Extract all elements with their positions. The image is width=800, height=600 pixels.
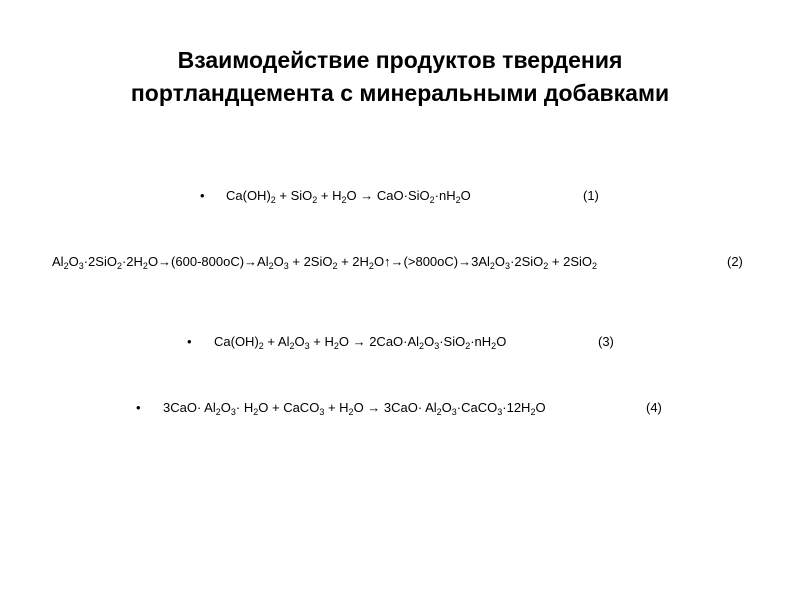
subscript: 2 bbox=[142, 261, 148, 271]
subscript: 3 bbox=[434, 341, 440, 351]
subscript: 2 bbox=[341, 195, 347, 205]
formula-text: ·12H bbox=[502, 400, 531, 415]
subscript: 3 bbox=[497, 407, 503, 417]
formula-text: + 2SiO bbox=[288, 254, 333, 269]
bullet-icon: • bbox=[200, 188, 205, 203]
formula-text: · H bbox=[235, 400, 254, 415]
formula-text: O↑→(>800oC)→3Al bbox=[373, 254, 490, 269]
subscript: 2 bbox=[332, 261, 338, 271]
formula-text: + H bbox=[309, 334, 334, 349]
equation-4-formula bbox=[163, 399, 546, 417]
formula-text: O bbox=[535, 400, 546, 415]
slide-title bbox=[0, 44, 800, 110]
subscript: 3 bbox=[451, 407, 457, 417]
formula-text: O bbox=[460, 188, 471, 203]
subscript: 2 bbox=[333, 341, 339, 351]
subscript: 2 bbox=[63, 261, 69, 271]
subscript: 2 bbox=[436, 407, 442, 417]
subscript: 3 bbox=[230, 407, 236, 417]
bullet-icon: • bbox=[187, 334, 192, 349]
bullet-icon: • bbox=[136, 400, 141, 415]
formula-text: ·nH bbox=[434, 188, 456, 203]
formula-text: O bbox=[424, 334, 435, 349]
formula-text: O → 2CaO·Al bbox=[338, 334, 420, 349]
subscript: 2 bbox=[289, 341, 295, 351]
subscript: 2 bbox=[489, 261, 495, 271]
formula-text: ·SiO bbox=[439, 334, 466, 349]
formula-text: Ca(OH) bbox=[226, 188, 271, 203]
formula-text: + 2H bbox=[337, 254, 369, 269]
slide-title-line-2: портландцемента с минеральными добавками bbox=[130, 80, 670, 106]
equation-3-formula bbox=[214, 333, 506, 351]
slide-title-line-1: Взаимодействие продуктов твердения bbox=[177, 47, 623, 73]
subscript: 2 bbox=[429, 195, 435, 205]
formula-text: O bbox=[496, 334, 507, 349]
formula-text: O + CaCO bbox=[258, 400, 320, 415]
subscript: 2 bbox=[312, 195, 318, 205]
subscript: 2 bbox=[543, 261, 549, 271]
equation-2-number: (2) bbox=[727, 254, 743, 269]
subscript: 2 bbox=[530, 407, 536, 417]
subscript: 3 bbox=[283, 261, 289, 271]
formula-text: + H bbox=[324, 400, 349, 415]
formula-text: ·nH bbox=[470, 334, 492, 349]
subscript: 2 bbox=[253, 407, 259, 417]
subscript: 3 bbox=[304, 341, 310, 351]
equation-1-formula bbox=[226, 187, 471, 205]
equation-4-number: (4) bbox=[646, 400, 662, 415]
formula-text: + H bbox=[317, 188, 342, 203]
subscript: 2 bbox=[348, 407, 354, 417]
subscript: 2 bbox=[419, 341, 425, 351]
formula-text: O bbox=[294, 334, 305, 349]
subscript: 2 bbox=[215, 407, 221, 417]
formula-text: O bbox=[494, 254, 506, 269]
equation-2-formula bbox=[52, 253, 597, 271]
subscript: 2 bbox=[368, 261, 374, 271]
formula-text: ·2SiO bbox=[83, 254, 117, 269]
equation-3-number: (3) bbox=[598, 334, 614, 349]
formula-text: Ca(OH) bbox=[214, 334, 259, 349]
formula-text: + SiO bbox=[275, 188, 313, 203]
subscript: 2 bbox=[592, 261, 598, 271]
subscript: 2 bbox=[455, 195, 461, 205]
subscript: 3 bbox=[319, 407, 325, 417]
formula-text: ·CaCO bbox=[456, 400, 498, 415]
formula-text: Al bbox=[52, 254, 64, 269]
formula-text: O→(600-800oC)→Al bbox=[147, 254, 269, 269]
equation-1-number: (1) bbox=[583, 188, 599, 203]
formula-text: ·2H bbox=[121, 254, 143, 269]
subscript: 2 bbox=[270, 195, 276, 205]
subscript: 2 bbox=[268, 261, 274, 271]
subscript: 2 bbox=[116, 261, 122, 271]
subscript: 2 bbox=[465, 341, 471, 351]
subscript: 3 bbox=[505, 261, 511, 271]
formula-text: O bbox=[68, 254, 79, 269]
formula-text: O → 3CaO· Al bbox=[353, 400, 437, 415]
subscript: 3 bbox=[78, 261, 84, 271]
subscript: 2 bbox=[491, 341, 497, 351]
formula-text: O bbox=[273, 254, 284, 269]
formula-text: + 2SiO bbox=[548, 254, 593, 269]
formula-text: O bbox=[441, 400, 452, 415]
formula-text: 3CaO· Al bbox=[163, 400, 216, 415]
formula-text: O bbox=[220, 400, 231, 415]
formula-text: O → CaO·SiO bbox=[346, 188, 430, 203]
formula-text: + Al bbox=[263, 334, 290, 349]
formula-text: ·2SiO bbox=[510, 254, 544, 269]
subscript: 2 bbox=[258, 341, 264, 351]
